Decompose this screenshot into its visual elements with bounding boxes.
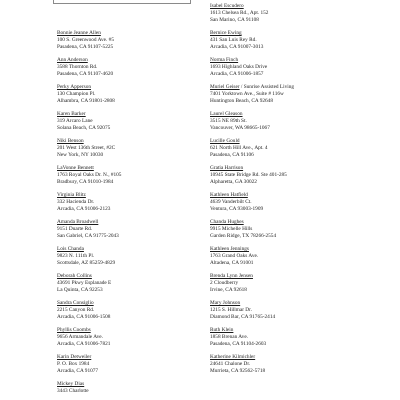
city-state-zip: Alhambra, CA 91801-2808 (57, 97, 115, 104)
address-line: 332 Hacienda Dr. (57, 198, 95, 205)
address-line: 1763 Royal Oaks Dr. N., #105 (57, 171, 122, 178)
contact-name: Virginia Blitz (57, 192, 86, 198)
list-item (57, 246, 207, 267)
contact-name: Mickey Dias (57, 381, 85, 387)
city-state-zip: New York, NY 10030 (57, 151, 104, 158)
contact-name: Mary Johnson (210, 300, 241, 306)
list-item (210, 165, 360, 186)
contact-name: Bernice Ewing (210, 30, 242, 36)
list-item (210, 327, 360, 348)
city-state-zip: Arcadia, CA 91006-2123 (57, 205, 111, 212)
contact-name: Sandra Consiglio (57, 300, 94, 306)
city-state-zip: La Quinta, CA 92253 (57, 286, 103, 293)
address-line: 201 West 136th Street, #2C (57, 144, 116, 151)
contact-name: Brenda Lynn Jensen (210, 273, 253, 279)
list-item (210, 219, 360, 240)
list-item (210, 111, 360, 132)
address-line: 3588 Thornton Rd. (57, 63, 98, 70)
address-line: 9823 N. 111th Pl. (57, 252, 95, 259)
contact-name: Katherine Kilmichler (210, 354, 256, 360)
contact-name: Phyllis Coombs (57, 327, 91, 333)
contact-name-line (210, 84, 360, 91)
address-line: 4639 Vanderbilt Ct. (210, 198, 252, 205)
list-item (57, 192, 207, 213)
list-item (57, 381, 207, 395)
city-state-zip: Alpharetta, GA 30022 (210, 178, 257, 185)
city-state-zip: Arcadia, CA 91077 (57, 367, 99, 374)
address-line: 24641 Chalone Dr. (210, 360, 251, 367)
contact-name: Norma Finch (210, 57, 239, 63)
address-line: 100 S. Greenwood Ave. #5 (57, 36, 114, 43)
city-state-zip: Murrieta, CA 92562-5718 (210, 367, 266, 374)
address-line: 2 Cloudberry (210, 279, 239, 286)
address-line: 9915 Michelle Hills (210, 225, 253, 232)
name-suffix: / Sunrise Assisted Living (239, 84, 295, 90)
list-item (57, 84, 207, 105)
address-line: 9656 Armandale Ave. (57, 333, 103, 340)
list-item (57, 111, 207, 132)
list-item (210, 57, 360, 78)
list-item (210, 354, 360, 375)
city-state-zip: Pasadena, CA 91107-5225 (57, 43, 114, 50)
list-item (57, 30, 207, 51)
list-item (57, 165, 207, 186)
address-line: 431 San Luis Rey Rd. (210, 36, 257, 43)
city-state-zip: Altadena, CA 91001 (210, 259, 254, 266)
list-item (210, 3, 360, 24)
city-state-zip: Arcadia, CA 91006-1857 (210, 70, 264, 77)
list-item (57, 300, 207, 321)
contact-name: Niki Benson (57, 138, 84, 144)
list-item (210, 273, 360, 294)
list-item (210, 300, 360, 321)
address-line: P. O. Box 1984 (57, 360, 90, 367)
city-state-zip: San Marino, CA 91108 (210, 16, 259, 23)
city-state-zip: Scottsdale, AZ 85259-4829 (57, 259, 116, 266)
address-line: 1763 Grand Oaks Ave. (210, 252, 259, 259)
contact-name: LaVonne Bennett (57, 165, 94, 171)
city-state-zip: Huntington Beach, CA 92648 (210, 97, 273, 104)
city-state-zip: Pasadena, CA 91107-4620 (57, 70, 114, 77)
contact-name: Kathleen Jennings (210, 246, 249, 252)
address-line: 2215 Canyon Rd. (57, 306, 95, 313)
address-line: 1858 Brenan Ave. (210, 333, 249, 340)
contact-name: Laurel Gleason (210, 111, 243, 117)
contact-name: Bonnie Jeanne Allen (57, 30, 101, 36)
list-item (57, 273, 207, 294)
address-line: 130 Champion Pl. (57, 90, 96, 97)
address-line: 1613 Chelsea Rd., Apt. 152 (210, 9, 269, 16)
address-line: 319 Arcaro Lane (57, 117, 93, 124)
city-state-zip: Irvine, CA 92618 (210, 286, 247, 293)
address-line: 10945 State Bridge Rd. Ste 401-285 (210, 171, 287, 178)
contact-name: Perky Apperson (57, 84, 91, 90)
contact-name: Ann Anderson (57, 57, 88, 63)
contact-name: Amanda Broadwell (57, 219, 99, 225)
contact-name: Karen Barker (57, 111, 86, 117)
contact-name: Ruth Klein (210, 327, 234, 333)
city-state-zip: Arcadia, CA 91006-7821 (57, 340, 111, 347)
city-state-zip: Arcadia, CA 91006-1508 (57, 313, 111, 320)
city-state-zip: Garden Ridge, TX 78266-2554 (210, 232, 277, 239)
address-line: 3443 Charlotte (57, 387, 89, 394)
address-line: 3515 NE 89th St. (210, 117, 247, 124)
address-line: 1215 S. Hillmar Dr. (210, 306, 252, 313)
city-state-zip: Bradbury, CA 91010-1984 (57, 178, 114, 185)
list-item (57, 57, 207, 78)
address-line: 9151 Duarte Rd. (57, 225, 93, 232)
contact-name: Deborah Collins (57, 273, 92, 279)
list-item (210, 192, 360, 213)
contact-name: Karin Detweiler (57, 354, 92, 360)
contact-name: Gratia Harrison (210, 165, 244, 171)
city-state-zip: Pasadena, CA 91104-2603 (210, 340, 267, 347)
city-state-zip: San Gabriel, CA 91775-2043 (57, 232, 119, 239)
city-state-zip: Solana Beach, CA 92075 (57, 124, 111, 131)
city-state-zip: Arcadia, CA 91007-3013 (210, 43, 264, 50)
contact-name: Muriel Geiser (210, 84, 240, 90)
address-line: 621 North Hill Ave., Apt. 4 (210, 144, 268, 151)
contact-name: Chanda Hughes (210, 219, 244, 225)
list-item (57, 354, 207, 375)
address-line: 7401 Yorktown Ave., Suite # 116w (210, 90, 284, 97)
contact-name: Isabel Escudero (210, 3, 244, 9)
contact-name: Lois Chanda (57, 246, 84, 252)
list-item (210, 30, 360, 51)
city-state-zip: Pasadena, CA 91106 (210, 151, 254, 158)
contact-name: Lucille Gould (210, 138, 240, 144)
list-item (57, 219, 207, 240)
header-box (53, 0, 191, 4)
address-line: 1693 Highland Oaks Drive (210, 63, 268, 70)
address-line: 43691 Pkwy Esplanade E (57, 279, 112, 286)
city-state-zip: Diamond Bar, CA 91765-2414 (210, 313, 276, 320)
city-state-zip: Vancouver, WA 98665-1067 (210, 124, 270, 131)
city-state-zip: Ventura, CA 93003-1909 (210, 205, 264, 212)
list-item (57, 138, 207, 159)
list-item (210, 138, 360, 159)
list-item (57, 327, 207, 348)
contact-name: Kathleen Hatfield (210, 192, 248, 198)
list-item (210, 246, 360, 267)
list-item (210, 84, 360, 105)
